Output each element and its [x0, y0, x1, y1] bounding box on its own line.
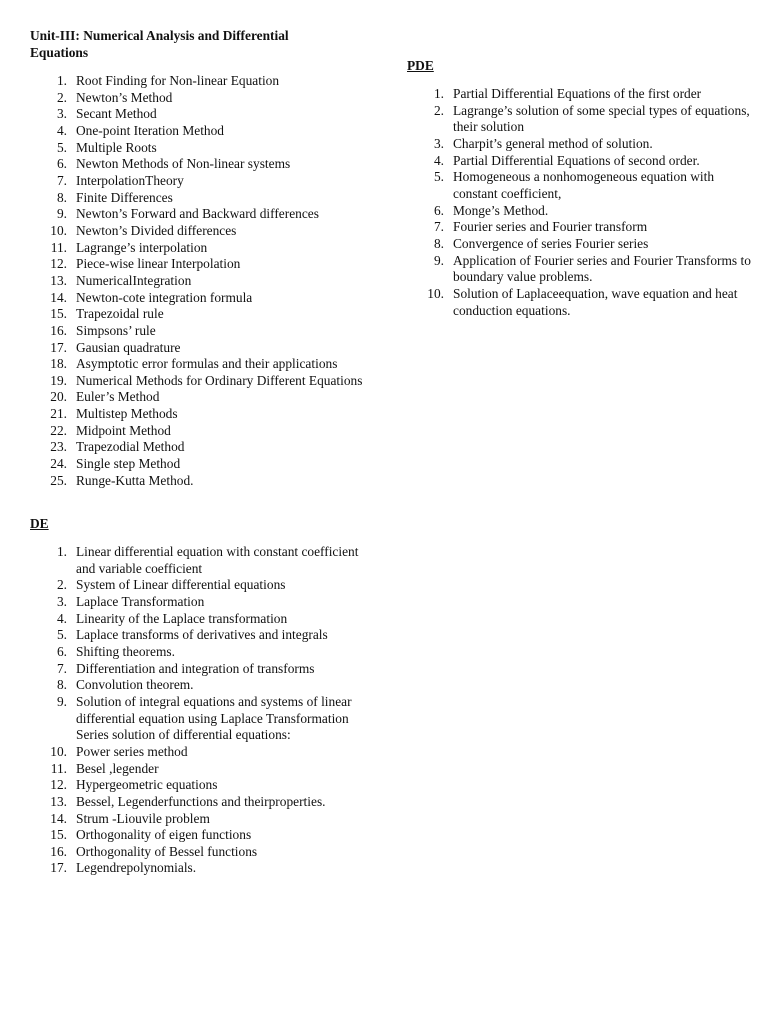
list-item: [30, 106, 370, 123]
list-item-text: Linearity of the Laplace transformation: [76, 610, 288, 626]
list-item: [407, 203, 752, 220]
list-item: [30, 140, 370, 157]
list-item-text: Root Finding for Non-linear Equation: [76, 73, 280, 88]
list-item-number: 9.: [433, 252, 444, 268]
list-item: [30, 256, 370, 273]
list-item-text: Power series method: [76, 743, 188, 759]
list-item: [30, 206, 370, 223]
list-item-text: Simpsons’ rule: [76, 322, 156, 338]
list-item-number: 18.: [50, 356, 67, 372]
list-item-number: 19.: [50, 372, 67, 388]
list-item-text: Strum -Liouvile problem: [76, 810, 210, 826]
list-item-text: Multistep Methods: [76, 406, 178, 422]
list-item-number: 4.: [433, 152, 444, 168]
list-item: [30, 677, 370, 694]
list-item-number: 13.: [50, 793, 67, 809]
list-item-number: 24.: [50, 456, 67, 472]
list-item: [407, 219, 752, 236]
list-item: [30, 777, 370, 794]
list-item: [30, 811, 370, 828]
list-item-number: 16.: [50, 843, 67, 859]
pde-section-heading: PDE: [407, 58, 434, 73]
list-item-text: Hypergeometric equations: [76, 777, 218, 793]
list-item: [30, 323, 370, 340]
list-item-number: 4.: [56, 610, 67, 626]
list-item-number: 22.: [50, 422, 67, 438]
list-item-number: 6.: [56, 643, 67, 659]
list-item: [30, 190, 370, 207]
list-item-text: Partial Differential Equations of the first order: [453, 86, 702, 101]
unit3-topic-list: [30, 73, 370, 489]
list-item-number: 1.: [56, 544, 67, 559]
list-item-text: System of Linear differential equations: [76, 577, 286, 593]
list-item-text: Newton’s Divided differences: [76, 222, 237, 238]
list-item-text: Fourier series and Fourier transform: [453, 219, 648, 235]
list-item-number: 3.: [56, 593, 67, 609]
list-item-number: 20.: [50, 389, 67, 405]
list-item-text: Secant Method: [76, 106, 157, 122]
list-item: [30, 473, 370, 490]
list-item-number: 7.: [56, 172, 67, 188]
list-item: [407, 236, 752, 253]
list-item: [30, 827, 370, 844]
list-item-number: 3.: [56, 106, 67, 122]
list-item-text: Orthogonality of eigen functions: [76, 827, 252, 843]
list-item-number: 23.: [50, 439, 67, 455]
list-item-text: Finite Differences: [76, 189, 173, 205]
list-item: [30, 544, 370, 577]
list-item: [30, 90, 370, 107]
list-item-number: 12.: [50, 256, 67, 272]
list-item-number: 10.: [50, 222, 67, 238]
list-item-text: Trapezodial Method: [76, 439, 185, 455]
list-item-number: 9.: [56, 206, 67, 222]
list-item: [30, 860, 370, 877]
list-item-number: 15.: [50, 827, 67, 843]
list-item: [30, 389, 370, 406]
list-item-text: Numerical Methods for Ordinary Different Equations: [76, 372, 363, 388]
list-item: [30, 373, 370, 390]
list-item-number: 25.: [50, 472, 67, 488]
list-item-text: Newton’s Forward and Backward differences: [76, 206, 319, 222]
list-item-number: 2.: [56, 89, 67, 105]
list-item: [30, 306, 370, 323]
list-item: [30, 456, 370, 473]
list-item-text: Legendrepolynomials.: [76, 860, 197, 876]
list-item-text: Euler’s Method: [76, 389, 160, 405]
pde-topic-list: [407, 86, 752, 319]
list-item-text: InterpolationTheory: [76, 172, 184, 188]
list-item-number: 4.: [56, 122, 67, 138]
list-item: [30, 223, 370, 240]
list-item-text: Application of Fourier series and Fourier Transforms to boundary value problems.: [453, 252, 751, 285]
list-item-text: Besel ,legender: [76, 760, 159, 776]
list-item-text: Laplace Transformation: [76, 593, 205, 609]
list-item: [30, 661, 370, 678]
list-item: [407, 253, 752, 286]
de-topic-list: [30, 544, 370, 877]
list-item-text: Gausian quadrature: [76, 339, 181, 355]
list-item: [30, 644, 370, 661]
list-item-text: Solution of integral equations and systems of linear differential equation using Laplace Transformation Series solution of differential equations:: [76, 693, 352, 743]
list-item: [30, 406, 370, 423]
list-item-text: Midpoint Method: [76, 422, 171, 438]
list-item-text: Lagrange’s solution of some special types of equations, their solution: [453, 102, 750, 135]
list-item-text: Homogeneous a nonhomogeneous equation with constant coefficient,: [453, 169, 715, 201]
list-item: [30, 423, 370, 440]
list-item-number: 9.: [56, 693, 67, 709]
list-item: [30, 577, 370, 594]
list-item-number: 5.: [56, 139, 67, 155]
list-item-number: 13.: [50, 272, 67, 288]
list-item-number: 21.: [50, 406, 67, 422]
list-item: [30, 123, 370, 140]
list-item: [30, 761, 370, 778]
list-item-number: 8.: [56, 189, 67, 205]
de-section-heading: DE: [30, 516, 49, 531]
list-item-text: Laplace transforms of derivatives and integrals: [76, 627, 328, 643]
list-item-number: 3.: [433, 135, 444, 151]
list-item: [30, 73, 370, 90]
list-item-text: Multiple Roots: [76, 139, 157, 155]
list-item: [30, 240, 370, 257]
list-item-text: One-point Iteration Method: [76, 122, 225, 138]
list-item-text: Monge’s Method.: [453, 202, 549, 218]
list-item: [407, 169, 752, 202]
list-item-number: 11.: [50, 239, 67, 255]
list-item-number: 12.: [50, 777, 67, 793]
list-item-number: 10.: [427, 285, 444, 301]
list-item-number: 14.: [50, 810, 67, 826]
list-item-text: NumericalIntegration: [76, 272, 192, 288]
list-item-number: 6.: [433, 202, 444, 218]
list-item: [407, 86, 752, 103]
list-item-number: 8.: [56, 677, 67, 693]
list-item-text: Partial Differential Equations of second order.: [453, 152, 700, 168]
list-item-number: 17.: [50, 339, 67, 355]
list-item-number: 8.: [433, 235, 444, 251]
list-item-text: Single step Method: [76, 456, 181, 472]
list-item-text: Convergence of series Fourier series: [453, 235, 649, 251]
list-item-text: Linear differential equation with constant coefficient and variable coefficient: [76, 544, 359, 576]
list-item: [30, 844, 370, 861]
list-item-number: 16.: [50, 322, 67, 338]
list-item: [30, 439, 370, 456]
list-item-text: Shifting theorems.: [76, 643, 175, 659]
list-item-text: Convolution theorem.: [76, 677, 194, 693]
list-item-text: Charpit’s general method of solution.: [453, 135, 653, 151]
list-item: [30, 611, 370, 628]
list-item: [407, 153, 752, 170]
list-item-number: 7.: [433, 219, 444, 235]
list-item-text: Differentiation and integration of transforms: [76, 660, 315, 676]
list-item-number: 5.: [433, 169, 444, 185]
list-item: [30, 290, 370, 307]
list-item: [30, 594, 370, 611]
list-item: [407, 286, 752, 319]
list-item-text: Newton Methods of Non-linear systems: [76, 156, 291, 172]
list-item-number: 2.: [433, 102, 444, 118]
list-item: [407, 136, 752, 153]
list-item: [30, 340, 370, 357]
page-title: Unit-III: Numerical Analysis and Differential Equations: [30, 28, 289, 60]
list-item-text: Bessel, Legenderfunctions and theirproperties.: [76, 793, 326, 809]
list-item-number: 10.: [50, 743, 67, 759]
list-item: [30, 156, 370, 173]
list-item: [407, 103, 752, 136]
list-item-text: Piece-wise linear Interpolation: [76, 256, 241, 272]
list-item-number: 5.: [56, 627, 67, 643]
list-item-number: 17.: [50, 860, 67, 876]
list-item-text: Runge-Kutta Method.: [76, 472, 194, 488]
list-item-text: Newton’s Method: [76, 89, 173, 105]
list-item-text: Trapezoidal rule: [76, 306, 164, 322]
list-item-number: 11.: [50, 760, 67, 776]
list-item: [30, 794, 370, 811]
list-item-number: 14.: [50, 289, 67, 305]
list-item: [30, 273, 370, 290]
list-item: [30, 694, 370, 744]
list-item: [30, 173, 370, 190]
list-item-number: 1.: [433, 86, 444, 101]
list-item-number: 1.: [56, 73, 67, 88]
list-item: [30, 356, 370, 373]
list-item-text: Solution of Laplaceequation, wave equation and heat conduction equations.: [453, 285, 738, 318]
list-item-text: Lagrange’s interpolation: [76, 239, 208, 255]
list-item-number: 2.: [56, 577, 67, 593]
list-item-text: Newton-cote integration formula: [76, 289, 253, 305]
list-item: [30, 744, 370, 761]
list-item-text: Orthogonality of Bessel functions: [76, 843, 258, 859]
list-item-number: 7.: [56, 660, 67, 676]
list-item: [30, 627, 370, 644]
list-item-number: 6.: [56, 156, 67, 172]
list-item-text: Asymptotic error formulas and their applications: [76, 356, 338, 372]
list-item-number: 15.: [50, 306, 67, 322]
